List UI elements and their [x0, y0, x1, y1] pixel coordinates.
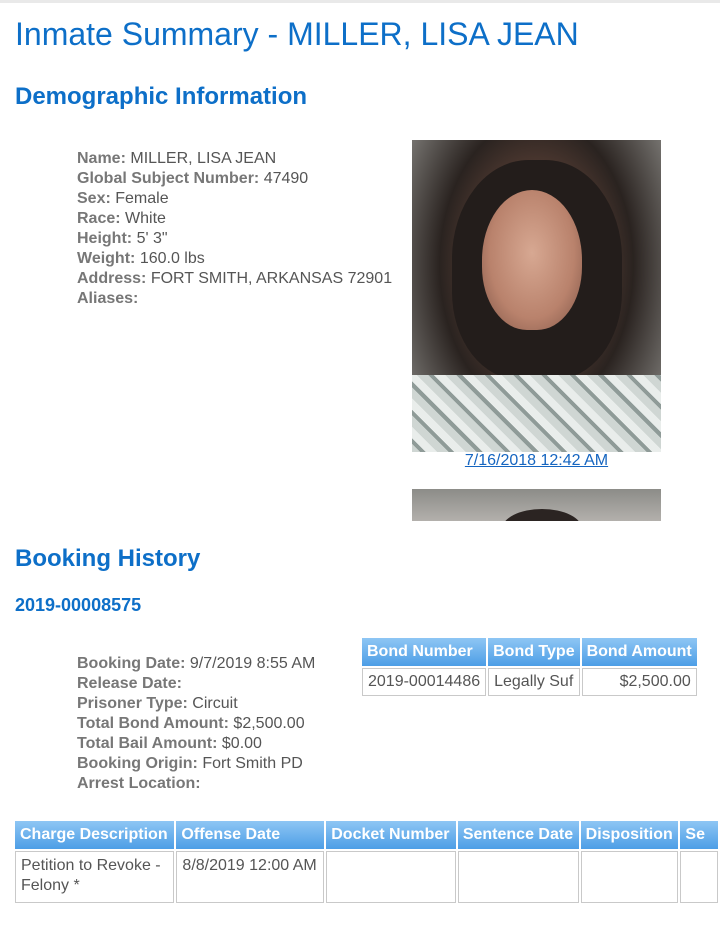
charge-table [13, 819, 720, 905]
photo2-hair [502, 509, 582, 521]
field-booking-date: Booking Date: 9/7/2019 8:55 AM [77, 655, 316, 672]
field-sex: Sex: Female [77, 190, 169, 207]
charge-header-docket-number: Docket Number [326, 821, 456, 849]
field-global-subject-number: Global Subject Number: 47490 [77, 170, 309, 187]
demographic-heading: Demographic Information [15, 83, 308, 110]
booking-fields [77, 654, 315, 794]
field-weight: Weight: 160.0 lbs [77, 250, 205, 267]
bond-type-cell: Legally Suf [488, 668, 579, 696]
bond-header-amount: Bond Amount [582, 638, 697, 666]
bond-number-cell: 2019-00014486 [362, 668, 486, 696]
docket-number-cell [326, 851, 456, 903]
demographic-fields [77, 149, 392, 309]
charge-header-disposition: Disposition [581, 821, 679, 849]
disposition-cell [581, 851, 679, 903]
booking-number: 2019-00008575 [15, 595, 142, 615]
top-bar [0, 0, 720, 3]
field-release-date: Release Date: [77, 675, 182, 692]
charge-table-header [15, 821, 718, 849]
bond-header-number: Bond Number [362, 638, 486, 666]
field-total-bond-amount: Total Bond Amount: $2,500.00 [77, 715, 305, 732]
field-race: Race: White [77, 210, 166, 227]
photo-face [482, 190, 582, 330]
charge-header-description: Charge Description [15, 821, 174, 849]
mugshot-photo[interactable] [412, 140, 661, 452]
mugshot-photo-2[interactable] [412, 489, 661, 521]
sentence-cell [680, 851, 718, 903]
field-total-bail-amount: Total Bail Amount: $0.00 [77, 735, 262, 752]
field-booking-origin: Booking Origin: Fort Smith PD [77, 755, 303, 772]
charge-header-offense-date: Offense Date [176, 821, 324, 849]
bond-amount-cell: $2,500.00 [582, 668, 697, 696]
field-aliases: Aliases: [77, 290, 139, 307]
table-row [15, 851, 718, 903]
charge-header-sentence: Se [680, 821, 718, 849]
page-title: Inmate Summary - MILLER, LISA JEAN [15, 16, 579, 52]
photo-date-link[interactable]: 7/16/2018 12:42 AM [464, 452, 609, 469]
field-arrest-location: Arrest Location: [77, 775, 201, 792]
table-row [362, 668, 697, 696]
bond-header-type: Bond Type [488, 638, 579, 666]
photo-shirt [412, 375, 661, 452]
offense-date-cell: 8/8/2019 12:00 AM [176, 851, 324, 903]
charge-description-cell: Petition to Revoke - Felony * [15, 851, 174, 903]
field-prisoner-type: Prisoner Type: Circuit [77, 695, 238, 712]
field-height: Height: 5' 3" [77, 230, 168, 247]
field-name: Name: MILLER, LISA JEAN [77, 150, 277, 167]
charge-header-sentence-date: Sentence Date [458, 821, 579, 849]
bond-table-header [362, 638, 697, 666]
field-address: Address: FORT SMITH, ARKANSAS 72901 [77, 270, 393, 287]
booking-heading: Booking History [15, 545, 201, 572]
sentence-date-cell [458, 851, 579, 903]
bond-table [360, 636, 699, 698]
